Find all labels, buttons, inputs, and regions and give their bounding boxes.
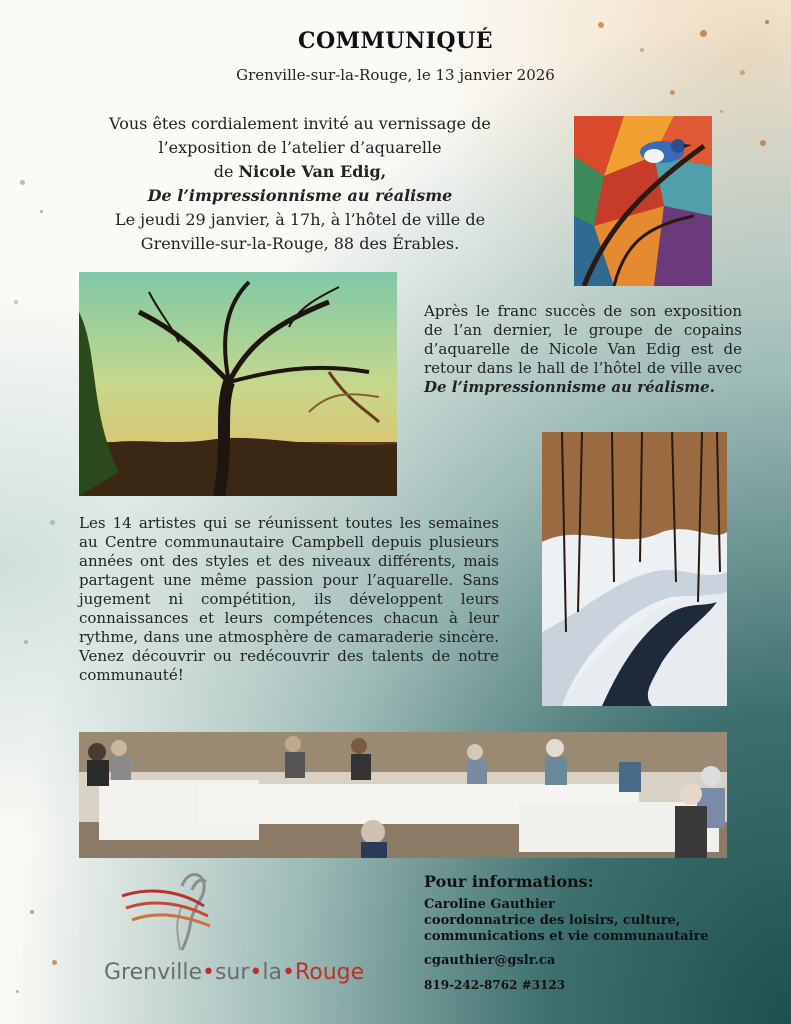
invitation-line: l’exposition de l’atelier d’aquarelle — [158, 138, 442, 157]
paragraph-intro — [424, 302, 742, 397]
contact-role: communications et vie communautaire — [424, 929, 709, 944]
artist-name: Nicole Van Edig, — [238, 162, 387, 181]
paragraph-intro-emphasis: De l’impressionnisme au réalisme. — [424, 378, 715, 396]
logo-part: sur — [214, 960, 250, 985]
contact-role: coordonnatrice des loisirs, culture, — [424, 913, 681, 928]
contact-block — [424, 872, 754, 992]
tree-painting — [79, 272, 397, 496]
logo-separator: • — [201, 960, 215, 985]
group-photo — [79, 732, 727, 858]
logo-part-rouge: Rouge — [294, 960, 365, 985]
bird-logo-icon — [92, 866, 362, 956]
contact-name: Caroline Gauthier — [424, 897, 555, 912]
logo-part: Grenville — [104, 960, 202, 985]
contact-heading: Pour informations: — [424, 872, 594, 891]
dateline: Grenville-sur-la-Rouge, le 13 janvier 2026 — [236, 66, 555, 84]
paragraph-artists: Les 14 artistes qui se réunissent toutes les semaines au Centre communautaire Campbell depuis plusieurs années ont des styles et des niveaux différents, mais partagent une même passion pour l’aquarelle. Sans jugement ni compétition, ils développent leurs connaissances et leurs compétences chacun à leur rythme, dans une atmosphère de camaraderie sincère. Venez découvrir ou redécouvrir des talents de notre communauté! — [79, 514, 499, 684]
invitation-artist-line — [84, 160, 516, 184]
winter-stream-painting — [542, 432, 727, 706]
logo-separator: • — [282, 960, 295, 985]
bird-painting — [574, 116, 712, 286]
contact-phone: 819-242-8762 #3123 — [424, 978, 566, 992]
paragraph-intro-text: Après le franc succès de son exposition de l’an dernier, le groupe de copains d’aquarelle de Nicole Van Edig est de retour dans le hall de l’hôtel de ville avec — [424, 302, 742, 377]
contact-email-link[interactable]: cgauthier@gslr.ca — [424, 953, 556, 968]
invitation-line: Grenville-sur-la-Rouge, 88 des Érables. — [140, 234, 460, 253]
invitation-line: Le jeudi 29 janvier, à 17h, à l’hôtel de ville de — [114, 210, 486, 229]
logo-wordmark — [104, 960, 364, 985]
page-title: COMMUNIQUÉ — [297, 28, 494, 54]
invitation-prefix: de — [213, 162, 239, 181]
logo-separator: • — [249, 960, 263, 985]
exhibition-title: De l’impressionnisme au réalisme — [147, 186, 453, 205]
invitation-block — [84, 112, 516, 256]
logo-part: la — [262, 960, 282, 985]
invitation-line: Vous êtes cordialement invité au vernissage de — [109, 114, 491, 133]
